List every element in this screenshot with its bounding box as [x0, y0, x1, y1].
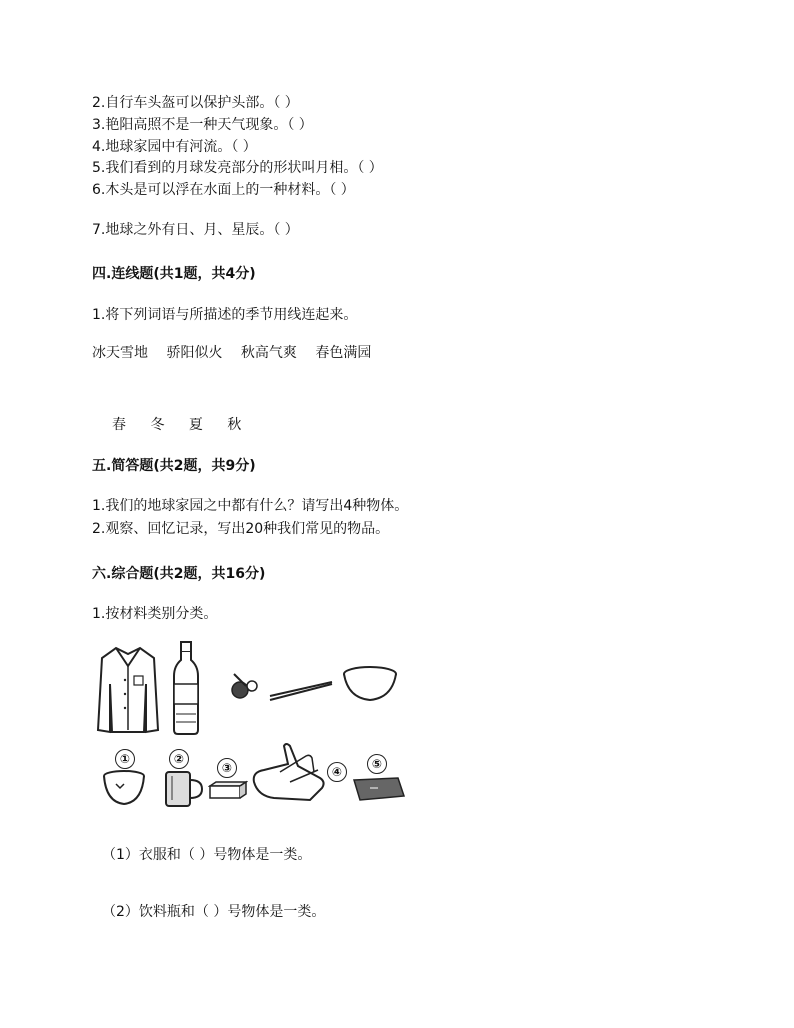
chopsticks-illustration: [268, 680, 334, 704]
season-item: 夏: [188, 417, 203, 433]
sub-question-2: （2）饮料瓶和（ ）号物体是一类。: [102, 904, 326, 920]
number-badge-1: ①: [115, 749, 135, 769]
season-item: 春: [112, 417, 126, 433]
section-heading-short-answer: 五.简答题(共2题，共9分): [92, 458, 256, 474]
bowl-illustration: [342, 664, 398, 704]
short-answer-question-1: 1.我们的地球家园之中都有什么？请写出4种物体。: [92, 498, 409, 514]
bottle-illustration: [170, 640, 202, 736]
question-item-6: 6.木头是可以浮在水面上的一种材料。（ ）: [92, 182, 355, 198]
question-item-3: 3.艳阳高照不是一种天气现象。（ ）: [92, 117, 313, 133]
season-item: 冬: [150, 417, 165, 433]
shirt-illustration: [96, 644, 160, 736]
number-badge-3: ③: [217, 758, 237, 778]
number-badge-5: ⑤: [367, 754, 387, 774]
phrase-item: 冰天雪地: [92, 345, 148, 361]
number-badge-2: ②: [169, 749, 189, 769]
question-item-7: 7.地球之外有日、月、星辰。（ ）: [92, 222, 299, 238]
phrase-item: 春色满园: [315, 345, 372, 361]
season-item: 秋: [227, 417, 242, 433]
sub-question-1: （1）衣服和（ ）号物体是一类。: [102, 847, 312, 863]
mug-illustration: [162, 770, 204, 808]
question-item-4: 4.地球家园中有河流。（ ）: [92, 139, 257, 155]
phrase-item: 骄阳似火: [166, 345, 223, 361]
phrase-item: 秋高气爽: [240, 345, 297, 361]
block-illustration: [208, 780, 248, 800]
question-item-5: 5.我们看到的月球发亮部分的形状叫月相。（ ）: [92, 160, 383, 176]
book-illustration: [352, 776, 406, 802]
season-row: [112, 414, 261, 434]
matching-question: 1.将下列词语与所描述的季节用线连起来。: [92, 307, 358, 323]
section-heading-matching: 四.连线题(共1题，共4分): [92, 266, 256, 282]
phrase-row: [92, 342, 385, 362]
number-badge-4: ④: [327, 762, 347, 782]
gloves-illustration: [250, 742, 328, 804]
small-object-illustration: [226, 668, 262, 704]
short-answer-question-2: 2.观察、回忆记录，写出20种我们常见的物品。: [92, 521, 390, 537]
cup-illustration: [102, 770, 148, 806]
classify-question: 1.按材料类别分类。: [92, 606, 218, 622]
question-item-2: 2.自行车头盔可以保护头部。（ ）: [92, 95, 299, 111]
section-heading-comprehensive: 六.综合题(共2题，共16分): [92, 566, 266, 582]
